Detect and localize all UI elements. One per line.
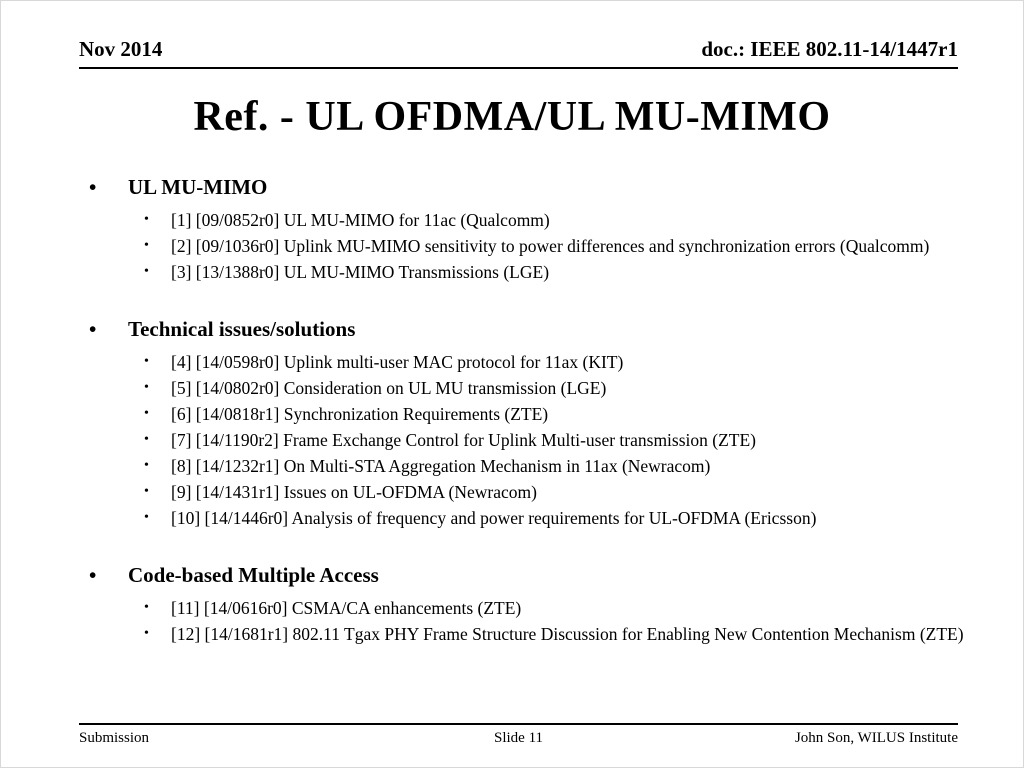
section-heading-label: Code-based Multiple Access xyxy=(128,563,379,587)
reference-item-2 xyxy=(144,233,965,259)
section-heading-label: Technical issues/solutions xyxy=(128,317,356,341)
section-ul-mu-mimo xyxy=(89,173,965,285)
reference-text: [12] [14/1681r1] 802.11 Tgax PHY Frame Structure Discussion for Enabling New Contention Mechanism (ZTE) xyxy=(171,624,964,644)
reference-item-3 xyxy=(144,259,965,285)
reference-item-4 xyxy=(144,349,965,375)
reference-item-12 xyxy=(144,621,965,647)
footer-author: John Son, WILUS Institute xyxy=(794,730,958,746)
bullet-icon xyxy=(144,259,171,285)
reference-item-1 xyxy=(144,207,965,233)
bullet-icon xyxy=(89,561,128,589)
section-heading xyxy=(89,561,965,589)
section-heading xyxy=(89,315,965,343)
reference-item-11 xyxy=(144,595,965,621)
reference-text: [11] [14/0616r0] CSMA/CA enhancements (ZTE) xyxy=(171,598,522,618)
section-heading-label: UL MU-MIMO xyxy=(128,175,268,199)
reference-list xyxy=(144,349,965,531)
section-technical-issues xyxy=(89,315,965,531)
reference-text: [8] [14/1232r1] On Multi-STA Aggregation Mechanism in 11ax (Newracom) xyxy=(171,456,711,476)
bullet-icon xyxy=(144,427,171,453)
slide-header xyxy=(79,37,958,69)
reference-item-10 xyxy=(144,505,965,531)
bullet-icon xyxy=(144,207,171,233)
bullet-icon xyxy=(144,349,171,375)
header-date: Nov 2014 xyxy=(79,37,163,61)
reference-list xyxy=(144,595,965,647)
bullet-icon xyxy=(89,315,128,343)
reference-text: [4] [14/0598r0] Uplink multi-user MAC protocol for 11ax (KIT) xyxy=(171,352,624,372)
reference-item-5 xyxy=(144,375,965,401)
reference-text: [1] [09/0852r0] UL MU-MIMO for 11ac (Qualcomm) xyxy=(171,210,550,230)
footer-slide-number: Slide 11 xyxy=(493,730,544,746)
bullet-icon xyxy=(144,595,171,621)
reference-item-8 xyxy=(144,453,965,479)
slide-footer xyxy=(79,723,958,747)
footer-submission-label: Submission xyxy=(79,730,150,746)
reference-text: [9] [14/1431r1] Issues on UL-OFDMA (Newracom) xyxy=(171,482,537,502)
bullet-icon xyxy=(144,401,171,427)
bullet-icon xyxy=(89,173,128,201)
bullet-icon xyxy=(144,621,171,647)
reference-text: [6] [14/0818r1] Synchronization Requirements (ZTE) xyxy=(171,404,549,424)
reference-item-7 xyxy=(144,427,965,453)
bullet-icon xyxy=(144,233,171,259)
reference-item-6 xyxy=(144,401,965,427)
slide-title: Ref. - UL OFDMA/UL MU-MIMO xyxy=(193,94,831,140)
reference-item-9 xyxy=(144,479,965,505)
bullet-icon xyxy=(144,479,171,505)
section-heading xyxy=(89,173,965,201)
slide-content xyxy=(89,173,965,647)
reference-list xyxy=(144,207,965,285)
bullet-icon xyxy=(144,505,171,531)
reference-text: [5] [14/0802r0] Consideration on UL MU transmission (LGE) xyxy=(171,378,607,398)
reference-text: [7] [14/1190r2] Frame Exchange Control for Uplink Multi-user transmission (ZTE) xyxy=(171,430,756,450)
bullet-icon xyxy=(144,375,171,401)
section-code-based-multiple-access xyxy=(89,561,965,647)
reference-text: [2] [09/1036r0] Uplink MU-MIMO sensitivity to power differences and synchronization errors (Qualcomm) xyxy=(171,236,930,256)
bullet-icon xyxy=(144,453,171,479)
reference-text: [3] [13/1388r0] UL MU-MIMO Transmissions (LGE) xyxy=(171,262,550,282)
header-doc-number: doc.: IEEE 802.11-14/1447r1 xyxy=(701,37,958,61)
reference-text: [10] [14/1446r0] Analysis of frequency and power requirements for UL-OFDMA (Ericsson) xyxy=(171,508,817,528)
